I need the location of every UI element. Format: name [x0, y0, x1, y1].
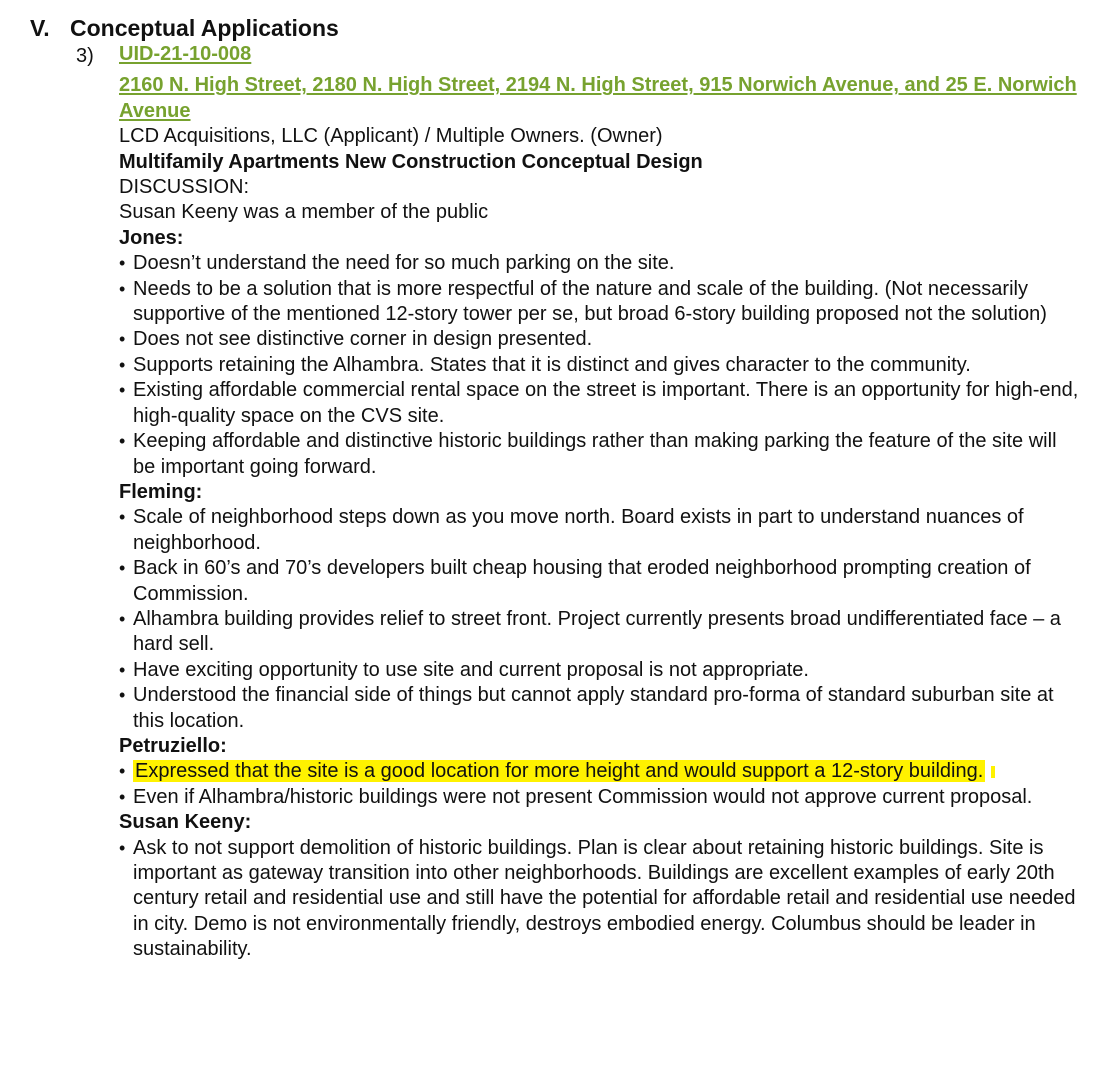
list-item: • Supports retaining the Alhambra. States that it is distinct and gives character to the community. [119, 353, 1079, 378]
highlighted-list-item [119, 759, 1079, 784]
highlighted-text: Expressed that the site is a good location for more height and would support a 12-story building. [135, 760, 984, 783]
item-number: 3) [76, 45, 94, 67]
address-link[interactable]: 2160 N. High Street, 2180 N. High Street, 2194 N. High Street, 915 Norwich Avenue, and 25 E. Norwich Avenue [119, 74, 1077, 122]
public-note: Susan Keeny was a member of the public [119, 201, 489, 224]
speaker-name-keeny: Susan Keeny: [119, 811, 252, 834]
project-title: Multifamily Apartments New Construction Conceptual Design [119, 150, 703, 173]
section-number: V. [30, 15, 50, 41]
section-heading [30, 14, 339, 42]
list-item: • Needs to be a solution that is more respectful of the nature and scale of the building. (Not necessarily supportive of the mentioned 12-story tower per se, but broad 6-story building proposed not the solution) [119, 277, 1079, 328]
list-item: • Have exciting opportunity to use site and current proposal is not appropriate. [119, 658, 1079, 683]
fleming-comments [119, 505, 1079, 734]
discussion-label: DISCUSSION: [119, 176, 250, 199]
speaker-name-fleming: Fleming: [119, 480, 203, 503]
jones-comments [119, 251, 1079, 480]
section-title: Conceptual Applications [70, 15, 339, 41]
list-item: • Existing affordable commercial rental space on the street is important. There is an opportunity for high-end, high-quality space on the CVS site. [119, 378, 1079, 429]
list-item: • Does not see distinctive corner in design presented. [119, 327, 1079, 352]
petruziello-comments [119, 759, 1079, 810]
keeny-comments [119, 836, 1079, 963]
parties-text: LCD Acquisitions, LLC (Applicant) / Multiple Owners. (Owner) [119, 125, 663, 148]
list-item: • Keeping affordable and distinctive historic buildings rather than making parking the feature of the site will be important going forward. [119, 429, 1079, 480]
list-item: • Even if Alhambra/historic buildings were not present Commission would not approve current proposal. [119, 785, 1079, 810]
list-item: • Understood the financial side of things but cannot apply standard pro-forma of standard suburban site at this location. [119, 683, 1079, 734]
speaker-name-jones: Jones: [119, 226, 184, 249]
list-item: • Doesn’t understand the need for so much parking on the site. [119, 251, 1079, 276]
item-content [119, 42, 1079, 963]
highlight-mark [991, 766, 995, 778]
list-item: • Ask to not support demolition of historic buildings. Plan is clear about retaining historic buildings. Site is important as gateway transition into other neighborhoods. Buildings are excellent examples of early 20th century retail and residential use and still have the potential for affordable retail and residential use needed in city. Demo is not environmentally friendly, destroys embodied energy. Columbus should be leader in sustainability. [119, 836, 1079, 963]
application-id-link[interactable]: UID-21-10-008 [119, 43, 252, 65]
list-item: • Alhambra building provides relief to street front. Project currently presents broad undifferentiated face – a hard sell. [119, 607, 1079, 658]
speaker-name-petruziello: Petruziello: [119, 734, 227, 757]
list-item: • Scale of neighborhood steps down as you move north. Board exists in part to understand nuances of neighborhood. [119, 505, 1079, 556]
list-item: • Back in 60’s and 70’s developers built cheap housing that eroded neighborhood prompting creation of Commission. [119, 556, 1079, 607]
